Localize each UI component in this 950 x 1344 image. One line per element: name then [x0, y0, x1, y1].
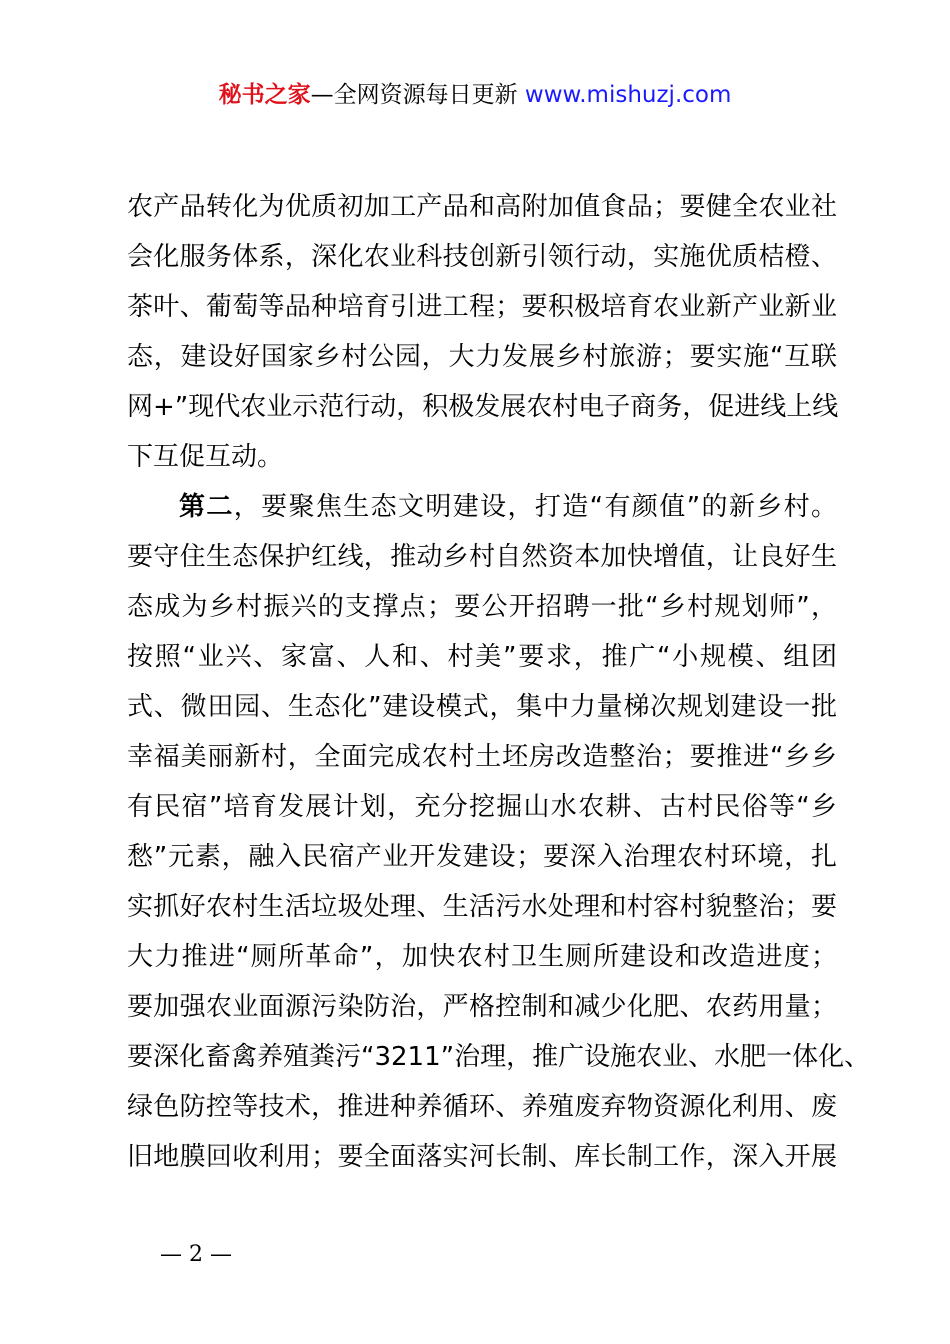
document-body — [127, 182, 871, 1182]
text-line: 绿色防控等技术，推进种养循环、养殖废弃物资源化利用、废 — [127, 1092, 837, 1122]
site-url-link[interactable]: www.mishuzj.com — [524, 82, 732, 108]
text-line: 茶叶、葡萄等品种培育引进工程；要积极培育农业新产业新业 — [127, 292, 837, 322]
header-tagline: —全网资源每日更新 — [310, 82, 525, 108]
text-line: 式、微田园、生态化”建设模式，集中力量梯次规划建设一批 — [127, 692, 837, 722]
text-line: 下互促互动。 — [127, 442, 284, 472]
section-lead: 第二 — [179, 492, 234, 522]
text-line: 网+”现代农业示范行动，积极发展农村电子商务，促进线上线 — [127, 392, 839, 422]
text-line: 会化服务体系，深化农业科技创新引领行动，实施优质桔橙、 — [127, 242, 837, 272]
text-line: 要加强农业面源污染防治，严格控制和减少化肥、农药用量； — [127, 992, 837, 1022]
brand-name: 秘书之家 — [218, 82, 311, 108]
text-line: 愁”元素，融入民宿产业开发建设；要深入治理农村环境，扎 — [127, 842, 837, 872]
text-line: 实抓好农村生活垃圾处理、生活污水处理和村容村貌整治；要 — [127, 892, 837, 922]
text-line: 大力推进“厕所革命”，加快农村卫生厕所建设和改造进度； — [127, 942, 837, 972]
text-line: 旧地膜回收利用；要全面落实河长制、库长制工作，深入开展 — [127, 1142, 837, 1172]
section-lead-rest: ，要聚焦生态文明建设，打造“有颜值”的新乡村。 — [233, 492, 837, 522]
text-line: 按照“业兴、家富、人和、村美”要求，推广“小规模、组团 — [127, 642, 837, 672]
text-line: 态成为乡村振兴的支撑点；要公开招聘一批“乡村规划师”， — [127, 592, 837, 622]
text-line: 幸福美丽新村，全面完成农村土坯房改造整治；要推进“乡乡 — [127, 742, 837, 772]
text-line: 农产品转化为优质初加工产品和高附加值食品；要健全农业社 — [127, 192, 837, 222]
page-header — [0, 78, 950, 112]
text-line: 要深化畜禽养殖粪污“3211”治理，推广设施农业、水肥一体化、 — [127, 1042, 871, 1072]
page-number: — 2 — — [160, 1242, 232, 1267]
text-line: 要守住生态保护红线，推动乡村自然资本加快增值，让良好生 — [127, 542, 837, 572]
text-line: 有民宿”培育发展计划，充分挖掘山水农耕、古村民俗等“乡 — [127, 792, 837, 822]
paragraph-heading-line — [127, 482, 837, 532]
text-line: 态，建设好国家乡村公园，大力发展乡村旅游；要实施“互联 — [127, 342, 837, 372]
